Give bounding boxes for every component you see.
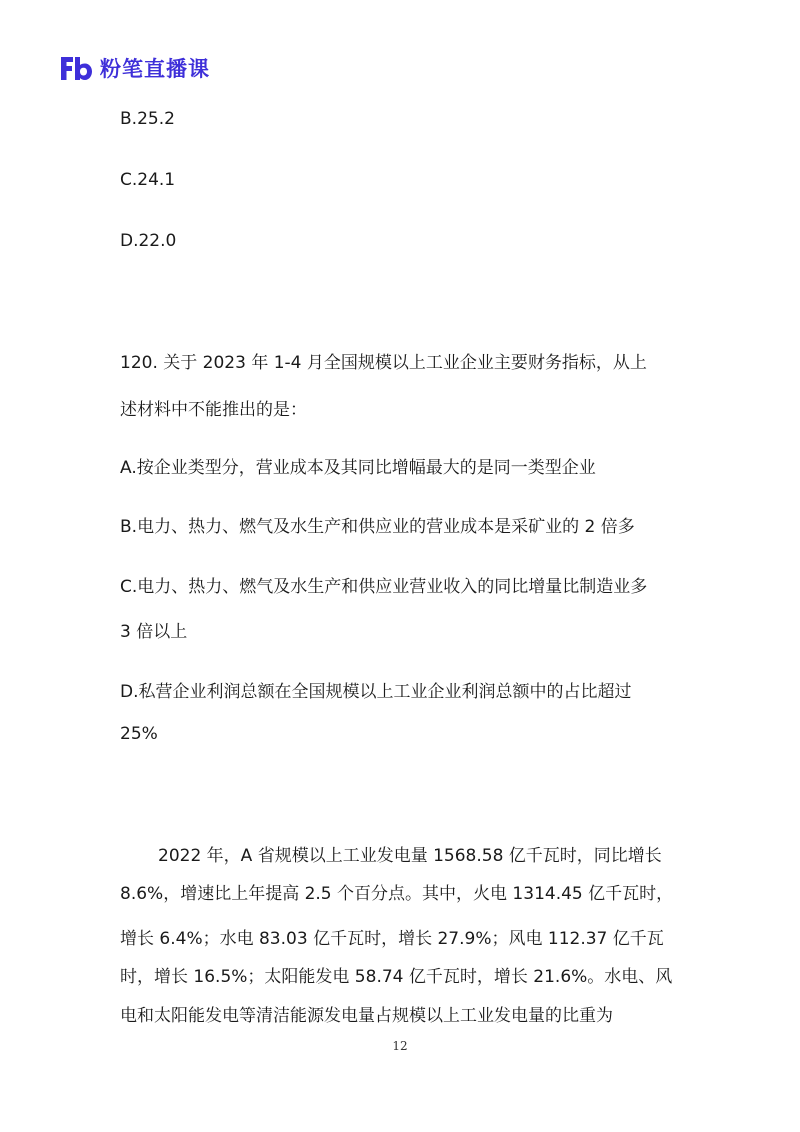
option-d-prev: D.22.0 [120, 231, 177, 251]
material-line-1: 2022 年，A 省规模以上工业发电量 1568.58 亿千瓦时，同比增长 [158, 846, 662, 866]
material-line-3: 增长 6.4%；水电 83.03 亿千瓦时，增长 27.9%；风电 112.37 亿千瓦 [120, 929, 664, 949]
option-b-prev: B.25.2 [120, 109, 175, 129]
material-line-4: 时，增长 16.5%；太阳能发电 58.74 亿千瓦时，增长 21.6%。水电、风 [120, 967, 673, 987]
material-line-5: 电和太阳能发电等清洁能源发电量占规模以上工业发电量的比重为 [120, 1006, 613, 1026]
brand-name: 粉笔直播课 [100, 57, 210, 81]
page-number: 12 [392, 1039, 408, 1053]
material-line-2: 8.6%，增速比上年提高 2.5 个百分点。其中，火电 1314.45 亿千瓦时， [120, 884, 674, 904]
question-stem-line-2: 述材料中不能推出的是： [120, 400, 307, 420]
question-stem-line-1: 120. 关于 2023 年 1-4 月全国规模以上工业企业主要财务指标，从上 [120, 353, 647, 373]
option-c-line-1: C.电力、热力、燃气及水生产和供应业营业收入的同比增量比制造业多 [120, 577, 648, 597]
fb-logo-icon [58, 53, 94, 83]
brand-logo [58, 50, 210, 86]
option-c-line-2: 3 倍以上 [120, 622, 188, 642]
option-d-line-2: 25% [120, 724, 158, 744]
option-d-line-1: D.私营企业利润总额在全国规模以上工业企业利润总额中的占比超过 [120, 682, 632, 702]
option-a: A.按企业类型分，营业成本及其同比增幅最大的是同一类型企业 [120, 458, 596, 478]
option-b: B.电力、热力、燃气及水生产和供应业的营业成本是采矿业的 2 倍多 [120, 517, 635, 537]
option-c-prev: C.24.1 [120, 170, 176, 190]
